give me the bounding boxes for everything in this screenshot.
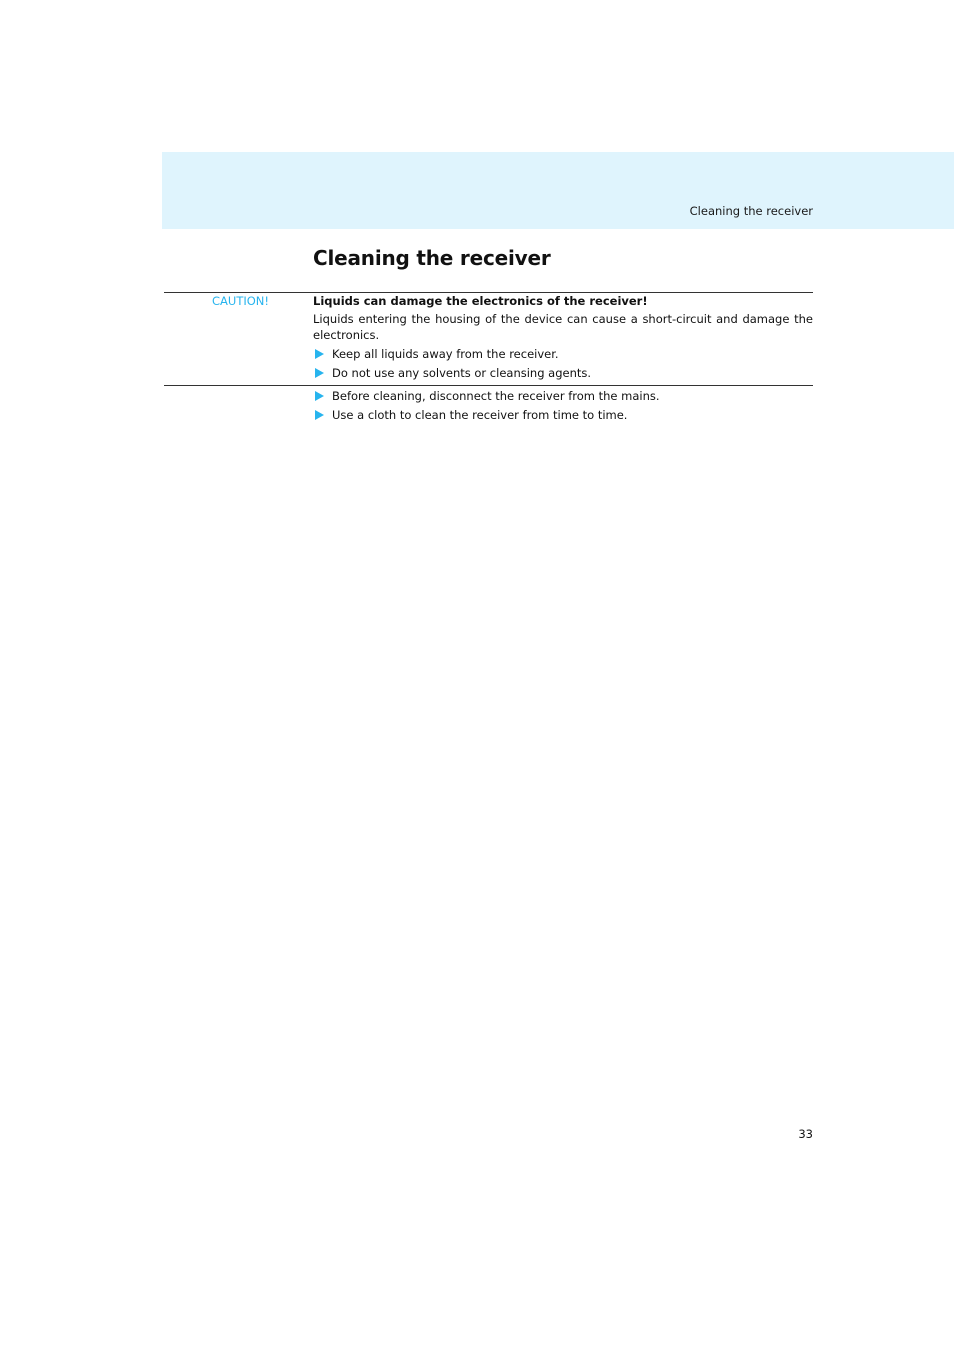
triangle-right-icon [315, 349, 324, 359]
instruction-step-text: Before cleaning, disconnect the receiver from the mains. [332, 389, 660, 403]
header-band [162, 152, 954, 229]
instruction-step-text: Use a cloth to clean the receiver from time to time. [332, 408, 628, 422]
instruction-step [315, 388, 660, 404]
instruction-step [315, 407, 627, 423]
caution-body: Liquids entering the housing of the device can cause a short-circuit and damage the electronics. [313, 312, 813, 342]
caution-heading: Liquids can damage the electronics of the receiver! [313, 294, 648, 308]
caution-step-text: Keep all liquids away from the receiver. [332, 347, 559, 361]
triangle-right-icon [315, 410, 324, 420]
page-title: Cleaning the receiver [313, 246, 551, 270]
page-number: 33 [798, 1127, 813, 1141]
caution-step-text: Do not use any solvents or cleansing agents. [332, 366, 592, 380]
caution-top-rule [164, 292, 813, 293]
caution-step [315, 346, 559, 362]
triangle-right-icon [315, 391, 324, 401]
caution-step [315, 365, 591, 381]
caution-bottom-rule [164, 385, 813, 386]
caution-label: CAUTION! [212, 294, 269, 308]
triangle-right-icon [315, 368, 324, 378]
running-header: Cleaning the receiver [689, 204, 813, 218]
